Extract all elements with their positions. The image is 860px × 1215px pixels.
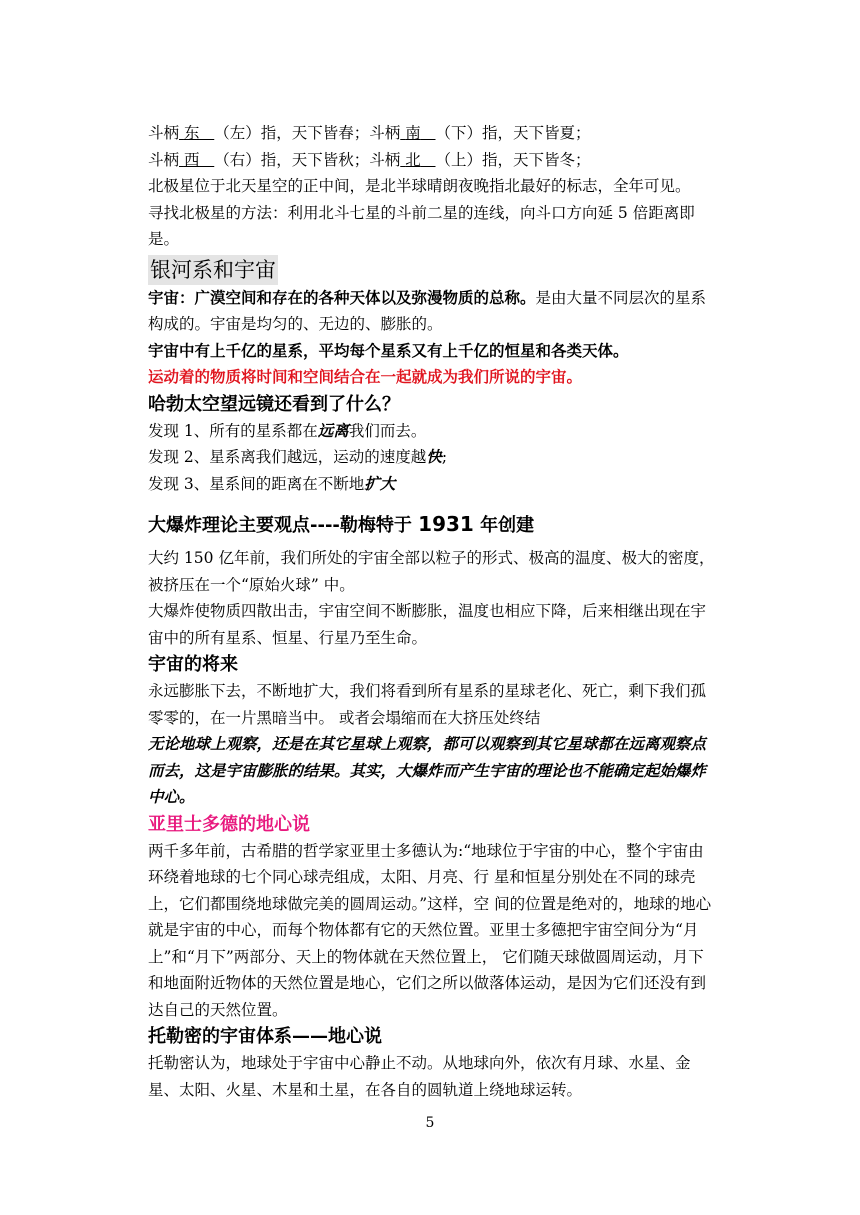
aristotle-heading: 亚里士多德的地心说 [148, 813, 310, 835]
text-run: （左）指，天下皆春；斗柄 [214, 124, 401, 142]
blank-answer: 西 [183, 150, 200, 169]
text-run: 斗柄 [148, 124, 180, 142]
future-paragraph: 永远膨胀下去，不断地扩大，我们将看到所有星系的星球老化、死亡，剩下我们孤零零的，在一片黑暗当中。 或者会塌缩而在大挤压处终结 [148, 682, 707, 727]
future-emphasis: 无论地球上观察，还是在其它星球上观察，都可以观察到其它星球都在远离观察点而去，这是宇宙膨胀的结果。其实，大爆炸而产生宇宙的理论也不能确定起始爆炸中心。 [148, 734, 707, 806]
polaris-paragraph: 北极星位于北天星空的正中间，是北半球晴朗夜晚指北最好的标志，全年可见。 [148, 177, 691, 195]
bigbang-paragraph-2: 大爆炸使物质四散出击，宇宙空间不断膨胀，温度也相应下降，后来相继出现在宇宙中的所有星系、恒星、行星乃至生命。 [148, 602, 707, 647]
finding-1: 发现 1、所有的星系都在远离我们而去。 [148, 420, 427, 440]
universe-definition: 宇宙：广漠空间和存在的各种天体以及弥漫物质的总称。是由大量不同层次的星系构成的。宇宙是均匀的、无边的、膨胀的。 [148, 288, 707, 333]
dipper-line-1 [148, 120, 718, 147]
text-run: （下）指，天下皆夏； [435, 124, 591, 142]
page-content [148, 120, 718, 1103]
ptolemy-paragraph: 托勒密认为，地球处于宇宙中心静止不动。从地球向外，依次有月球、水星、金星、太阳、火星、木星和土星，在各自的圆轨道上绕地球运转。 [148, 1054, 691, 1099]
text-run: （上）指，天下皆冬； [435, 150, 591, 169]
blank-answer: 北 [405, 150, 421, 169]
bigbang-paragraph-1: 大约 150 亿年前，我们所处的宇宙全部以粒子的形式、极高的温度、极大的密度，被挤压在一个“原始火球” 中。 [148, 549, 715, 594]
bigbang-heading: 大爆炸理论主要观点----勒梅特于 1931 年创建 [148, 512, 535, 536]
text-run: 斗柄 [148, 150, 180, 169]
ptolemy-heading: 托勒密的宇宙体系——地心说 [148, 1026, 382, 1047]
aristotle-paragraph: 两千多年前，古希腊的哲学家亚里士多德认为:“地球位于宇宙的中心，整个宇宙由环绕着地球的七个同心球壳组成，太阳、月亮、行 星和恒星分别处在不同的球壳上，它们都围绕地球做完美的圆周运动。”这样，空 间的位置是绝对的，地球的地心就是宇宙的中心，而每个物体都有它的天然位置。亚里士多德把宇宙空间分为“月上”和“月下”两部分、天上的物体就在天然位置上， 它们随天球做圆周运动，月下和地面附近物体的天然位置是地心，它们之所以做落体运动，是因为它们还没有到达自己的天然位置。 [148, 841, 712, 1019]
universe-galaxies: 宇宙中有上千亿的星系，平均每个星系又有上千亿的恒星和各类天体。 [148, 341, 629, 360]
find-polaris-paragraph: 寻找北极星的方法：利用北斗七星的斗前二星的连线，向斗口方向延 5 倍距离即是。 [148, 203, 695, 248]
future-heading: 宇宙的将来 [148, 654, 238, 675]
dipper-line-2 [148, 147, 718, 174]
finding-3: 发现 3、星系间的距离在不断地扩大 [148, 473, 396, 493]
blank-answer: 东 [183, 124, 200, 142]
blank-answer: 南 [405, 124, 421, 142]
finding-2: 发现 2、星系离我们越远，运动的速度越快; [148, 447, 448, 466]
section-heading-galaxy: 银河系和宇宙 [148, 253, 718, 285]
universe-red-statement: 运动着的物质将时间和空间结合在一起就成为我们所说的宇宙。 [148, 368, 583, 386]
text-run: （右）指，天下皆秋；斗柄 [214, 150, 401, 169]
page-number: 5 [425, 1115, 435, 1131]
hubble-heading: 哈勃太空望远镜还看到了什么？ [148, 393, 400, 415]
